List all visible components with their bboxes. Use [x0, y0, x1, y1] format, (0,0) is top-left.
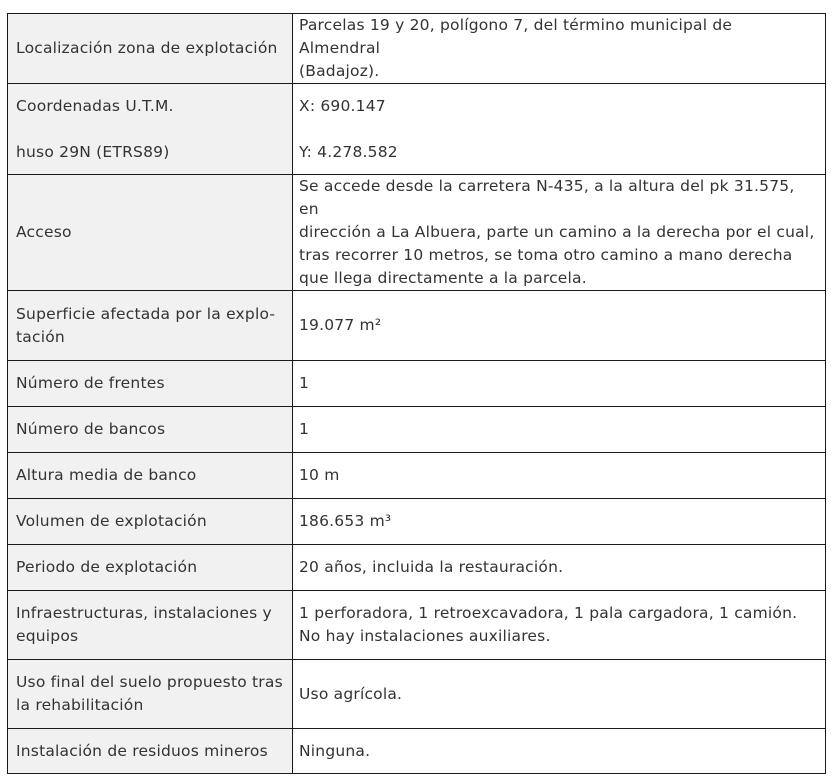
row-label-periodo: Periodo de explotación	[8, 545, 293, 591]
table-row	[8, 14, 826, 84]
row-value-volumen: 186.653 m³	[293, 499, 826, 545]
row-value-residuos: Ninguna.	[293, 729, 826, 774]
value-line: No hay instalaciones auxiliares.	[299, 627, 551, 645]
row-value-localizacion	[293, 14, 826, 84]
value-line: X: 690.147	[299, 96, 386, 115]
row-label-altura: Altura media de banco	[8, 453, 293, 499]
row-label-frentes: Número de frentes	[8, 361, 293, 407]
table-row	[8, 545, 826, 591]
table-row	[8, 729, 826, 774]
row-label-uso-final	[8, 660, 293, 729]
row-value-coordenadas	[293, 84, 826, 175]
table-row	[8, 84, 826, 175]
table-row	[8, 453, 826, 499]
value-line: Y: 4.278.582	[299, 142, 398, 161]
row-label-localizacion: Localización zona de explotación	[8, 14, 293, 84]
table-row	[8, 591, 826, 660]
value-line: que llega directamente a la parcela.	[299, 269, 587, 287]
label-line: Coordenadas U.T.M.	[16, 96, 174, 115]
row-value-altura: 10 m	[293, 453, 826, 499]
table-row	[8, 291, 826, 361]
table-row	[8, 175, 826, 291]
label-line: equipos	[16, 627, 79, 645]
row-label-superficie	[8, 291, 293, 361]
row-label-acceso: Acceso	[8, 175, 293, 291]
value-line: tras recorrer 10 metros, se toma otro camino a mano derecha	[299, 246, 793, 264]
line-gap	[299, 118, 817, 141]
row-label-infraestructuras	[8, 591, 293, 660]
label-line: Uso final del suelo propuesto tras	[16, 673, 283, 691]
value-line: Se accede desde la carretera N-435, a la altura del pk 31.575, en	[299, 177, 795, 218]
table-row	[8, 407, 826, 453]
label-line: tación	[16, 327, 65, 346]
row-value-frentes: 1	[293, 361, 826, 407]
row-value-superficie: 19.077 m²	[293, 291, 826, 361]
value-line: Parcelas 19 y 20, polígono 7, del término municipal de Almendral	[299, 16, 733, 57]
row-value-periodo: 20 años, incluida la restauración.	[293, 545, 826, 591]
row-label-coordenadas	[8, 84, 293, 175]
label-line: Superficie afectada por la explo-	[16, 304, 276, 323]
line-gap	[16, 118, 284, 141]
table-row	[8, 660, 826, 729]
value-line: 1 perforadora, 1 retroexcavadora, 1 pala cargadora, 1 camión.	[299, 604, 798, 622]
table-row	[8, 361, 826, 407]
label-line: huso 29N (ETRS89)	[16, 142, 170, 161]
project-data-table	[7, 13, 826, 774]
row-label-residuos: Instalación de residuos mineros	[8, 729, 293, 774]
label-line: la rehabilitación	[16, 696, 144, 714]
label-line: Infraestructuras, instalaciones y	[16, 604, 272, 622]
row-label-bancos: Número de bancos	[8, 407, 293, 453]
value-line: (Badajoz).	[299, 62, 380, 80]
row-value-uso-final: Uso agrícola.	[293, 660, 826, 729]
row-value-bancos: 1	[293, 407, 826, 453]
row-value-acceso	[293, 175, 826, 291]
row-label-volumen: Volumen de explotación	[8, 499, 293, 545]
row-value-infraestructuras	[293, 591, 826, 660]
value-line: dirección a La Albuera, parte un camino a la derecha por el cual,	[299, 223, 815, 241]
table-row	[8, 499, 826, 545]
